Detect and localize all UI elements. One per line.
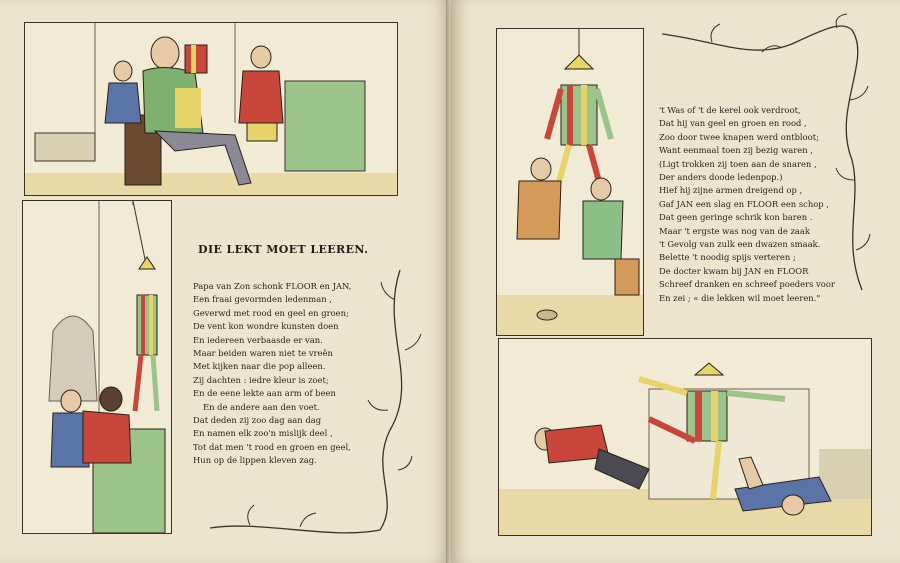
poem-line: Hun op de lippen kleven zag. [193,455,317,466]
page-title: DIE LEKT MOET LEEREN. [198,243,369,256]
poem-line: Geverwd met rood en geel en groen; [193,307,349,318]
poem-line: Zoo door twee knapen werd ontbloot; [659,131,819,142]
poem-line: Zij dachten : iedre kleur is zoet; [193,374,329,385]
poem-line: En de andere aan den voet. [203,401,320,412]
vine-ornament-right [452,0,900,563]
poem-line: (Ligt trokken zij toen aan de snaren , [659,158,817,169]
left-page [0,0,448,563]
poem-line: Maar beiden waren niet te vreên [193,348,333,359]
poem-line: De docter kwam bij JAN en FLOOR [659,265,809,276]
poem-line: Papa van Zon schonk FLOOR en JAN, [193,281,352,291]
poem-line: Belette 't noodig spijs verteren ; [659,252,796,263]
poem-line: 't Gevolg van zulk een dwazen smaak. [659,239,821,250]
poem-line: Dat hij van geel en groen en rood , [659,118,807,129]
poem-line: Tot dat men 't rood en groen en geel, [193,441,351,452]
vine-ornament [0,0,448,563]
poem-line: Der anders doode ledenpop.) [659,172,783,183]
poem-line: En iedereen verbaasde er van. [193,334,323,345]
poem-line: Maar 't ergste was nog van de zaak [659,225,810,236]
poem-line: Dat geen geringe schrik kon baren . [659,212,813,223]
poem-line: 't Was of 't de kerel ook verdroot, [659,105,801,115]
poem-line: Gaf JAN een slag en FLOOR een schop , [659,198,829,209]
poem-line: Met kijken naar die pop alleen. [193,361,326,372]
poem-line: Dat deden zij zoo dag aan dag [193,415,322,426]
poem-line: Want eenmaal toen zij bezig waren , [659,145,813,156]
poem-line: De vent kon wondre kunsten doen [193,321,339,332]
poem-line: En de eene lekte aan arm of been [193,388,336,399]
poem-line: En zei ; « die lekken wil moet leeren." [659,292,821,303]
poem-line: Hief hij zijne armen dreigend op , [659,185,803,196]
poem-line: Schreef dranken en schreef poeders voor [659,279,835,290]
poem-line: En namen elk zoo'n mislijk deel , [193,428,333,439]
right-page [452,0,900,563]
poem-line: Een fraai gevormden ledenman , [193,294,332,305]
